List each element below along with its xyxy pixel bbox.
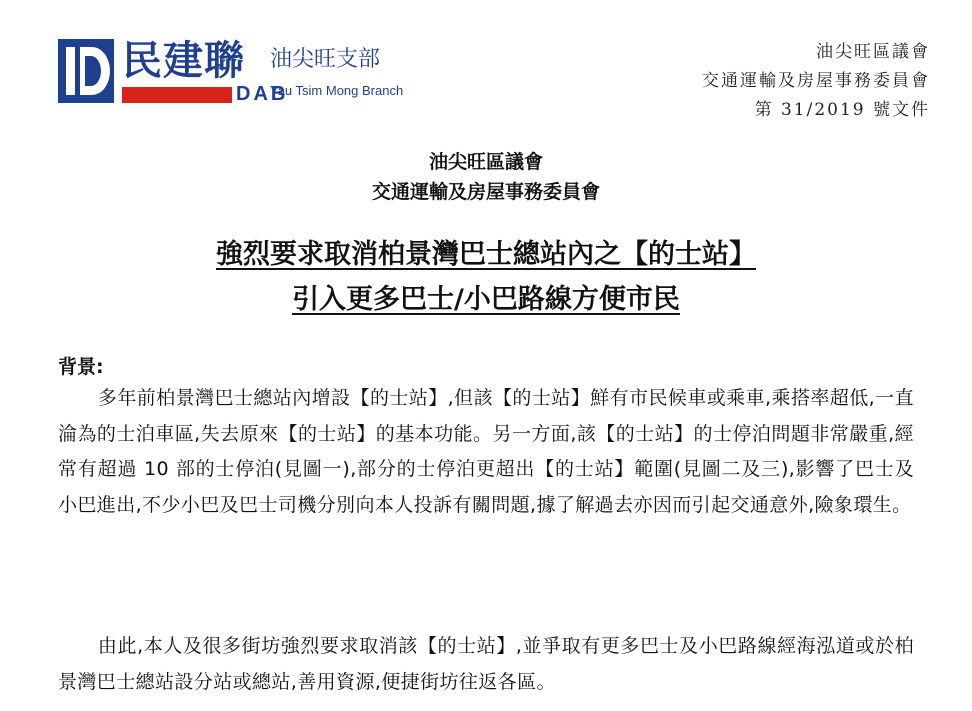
logo-chinese-name: 民建聯 bbox=[122, 38, 245, 84]
reference-council: 油尖旺區議會 bbox=[816, 42, 930, 62]
title-line-1: 強烈要求取消柏景灣巴士總站內之【的士站】 bbox=[216, 239, 756, 270]
document-title bbox=[0, 232, 972, 322]
dab-logo bbox=[58, 37, 438, 109]
council-heading bbox=[0, 147, 972, 207]
logo-abbreviation: DAB bbox=[236, 83, 289, 105]
reference-paper-number: 第 31/2019 號文件 bbox=[754, 100, 930, 120]
paragraph-request: 由此,本人及很多街坊強烈要求取消該【的士站】,並爭取有更多巴士及小巴路線經海泓道或於柏景灣巴士總站設分站或總站,善用資源,便捷街坊往返各區。 bbox=[58, 635, 914, 693]
section-heading-background: 背景: bbox=[58, 356, 104, 378]
council-name: 油尖旺區議會 bbox=[428, 151, 543, 173]
committee-name: 交通運輸及房屋事務委員會 bbox=[371, 181, 600, 203]
reference-committee: 交通運輸及房屋事務委員會 bbox=[702, 71, 930, 91]
document-reference bbox=[702, 38, 930, 125]
logo-red-bar bbox=[122, 87, 232, 103]
paragraph-background: 多年前柏景灣巴士總站內增設【的士站】,但該【的士站】鮮有市民候車或乘車,乘搭率超低,一直淪為的士泊車區,失去原來【的士站】的基本功能。另一方面,該【的士站】的士停泊問題非常嚴重,經常有超過 10 部的士停泊(見圖一),部分的士停泊更超出【的士站】範圍(見圖二及三),影響了巴士及小巴進出,不少小巴及巴士司機分別向本人投訴有關問題,據了解過去亦因而引起交通意外,險象環生。 bbox=[58, 387, 914, 516]
dab-logo-mark-icon bbox=[58, 37, 114, 105]
title-line-2: 引入更多巴士/小巴路線方便市民 bbox=[292, 284, 680, 315]
branch-name-zh: 油尖旺支部 bbox=[270, 47, 381, 72]
branch-name-en: Yau Tsim Mong Branch bbox=[270, 83, 404, 98]
